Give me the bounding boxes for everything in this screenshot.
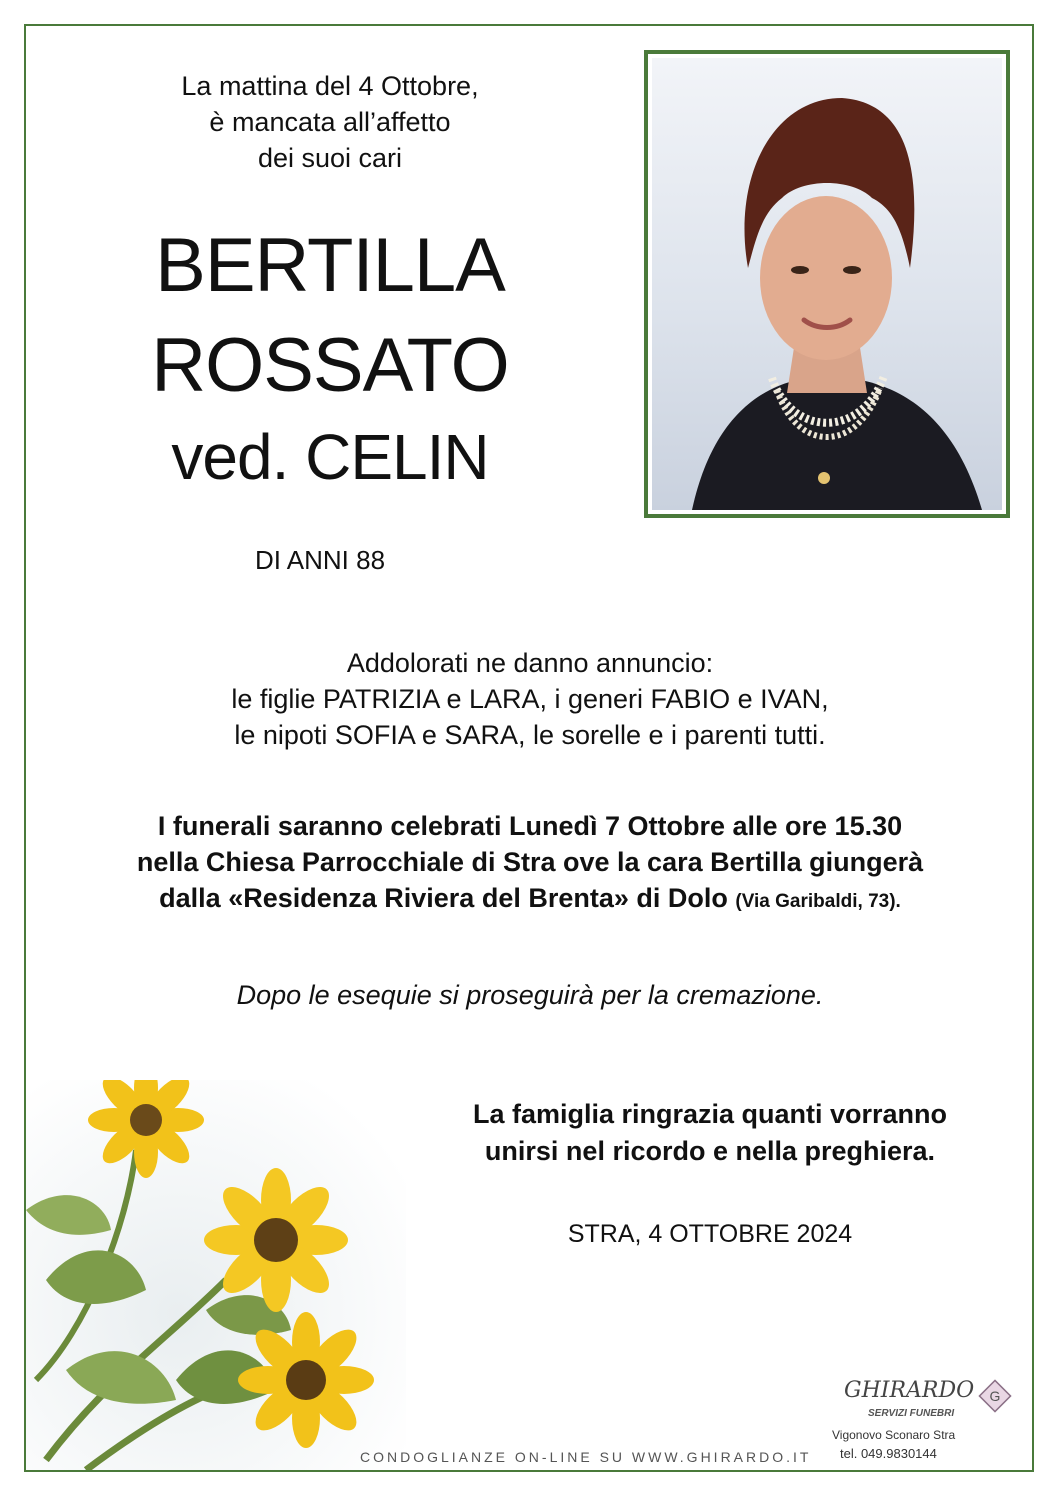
funeral-line-1: I funerali saranno celebrati Lunedì 7 Ottobre alle ore 15.30: [157, 811, 903, 841]
thanks-message: [410, 1096, 1010, 1170]
cremation-note: Dopo le esequie si proseguirà per la cremazione.: [236, 980, 824, 1010]
thanks-line-1: La famiglia ringrazia quanti vorranno: [472, 1099, 948, 1129]
logo-letter: G: [989, 1388, 1001, 1404]
announcement-line-2: le figlie PATRIZIA e LARA, i generi FABIO e IVAN,: [231, 684, 829, 714]
online-condolences-footer: CONDOGLIANZE ON-LINE SU WWW.GHIRARDO.IT: [360, 1449, 812, 1465]
intro-line-2: è mancata all’affetto: [209, 107, 451, 137]
funeral-home-name: GHIRARDO: [844, 1378, 975, 1403]
funeral-address: (Via Garibaldi, 73).: [735, 891, 901, 912]
funeral-home-towns: Vigonovo Sconaro Stra: [832, 1428, 956, 1442]
thanks-line-2: unirsi nel ricordo e nella preghiera.: [484, 1136, 936, 1166]
portrait-frame: [644, 50, 1010, 518]
funeral-home-subtitle: SERVIZI FUNEBRI: [868, 1408, 955, 1419]
funeral-line-3: [70, 880, 990, 920]
ghirardo-logo-icon: [977, 1378, 1013, 1414]
first-name: BERTILLA: [155, 223, 505, 308]
sunflower-icon: [26, 1080, 406, 1470]
intro-text: [120, 68, 540, 176]
sunflowers-illustration: [26, 1080, 406, 1470]
funeral-line-3-main: dalla «Residenza Riviera del Brenta» di Dolo: [159, 883, 728, 913]
portrait-illustration: [652, 58, 1002, 510]
dateline: STRA, 4 OTTOBRE 2024: [567, 1220, 853, 1248]
announcement-line-1: Addolorati ne danno annuncio:: [346, 648, 714, 678]
intro-line-3: dei suoi cari: [257, 143, 403, 173]
portrait-photo: [652, 58, 1002, 510]
last-name: ROSSATO: [151, 323, 509, 408]
funeral-home-phone: tel. 049.9830144: [840, 1446, 937, 1461]
intro-line-1: La mattina del 4 Ottobre,: [181, 71, 479, 101]
funeral-line-2: nella Chiesa Parrocchiale di Stra ove la cara Bertilla giungerà: [136, 847, 924, 877]
funeral-home-logo: [832, 1376, 1022, 1466]
widow-of: ved. CELIN: [171, 421, 489, 493]
age: DI ANNI 88: [255, 545, 386, 575]
funeral-details: [70, 808, 990, 920]
announcement: [120, 645, 940, 753]
announcement-line-3: le nipoti SOFIA e SARA, le sorelle e i parenti tutti.: [234, 720, 826, 750]
